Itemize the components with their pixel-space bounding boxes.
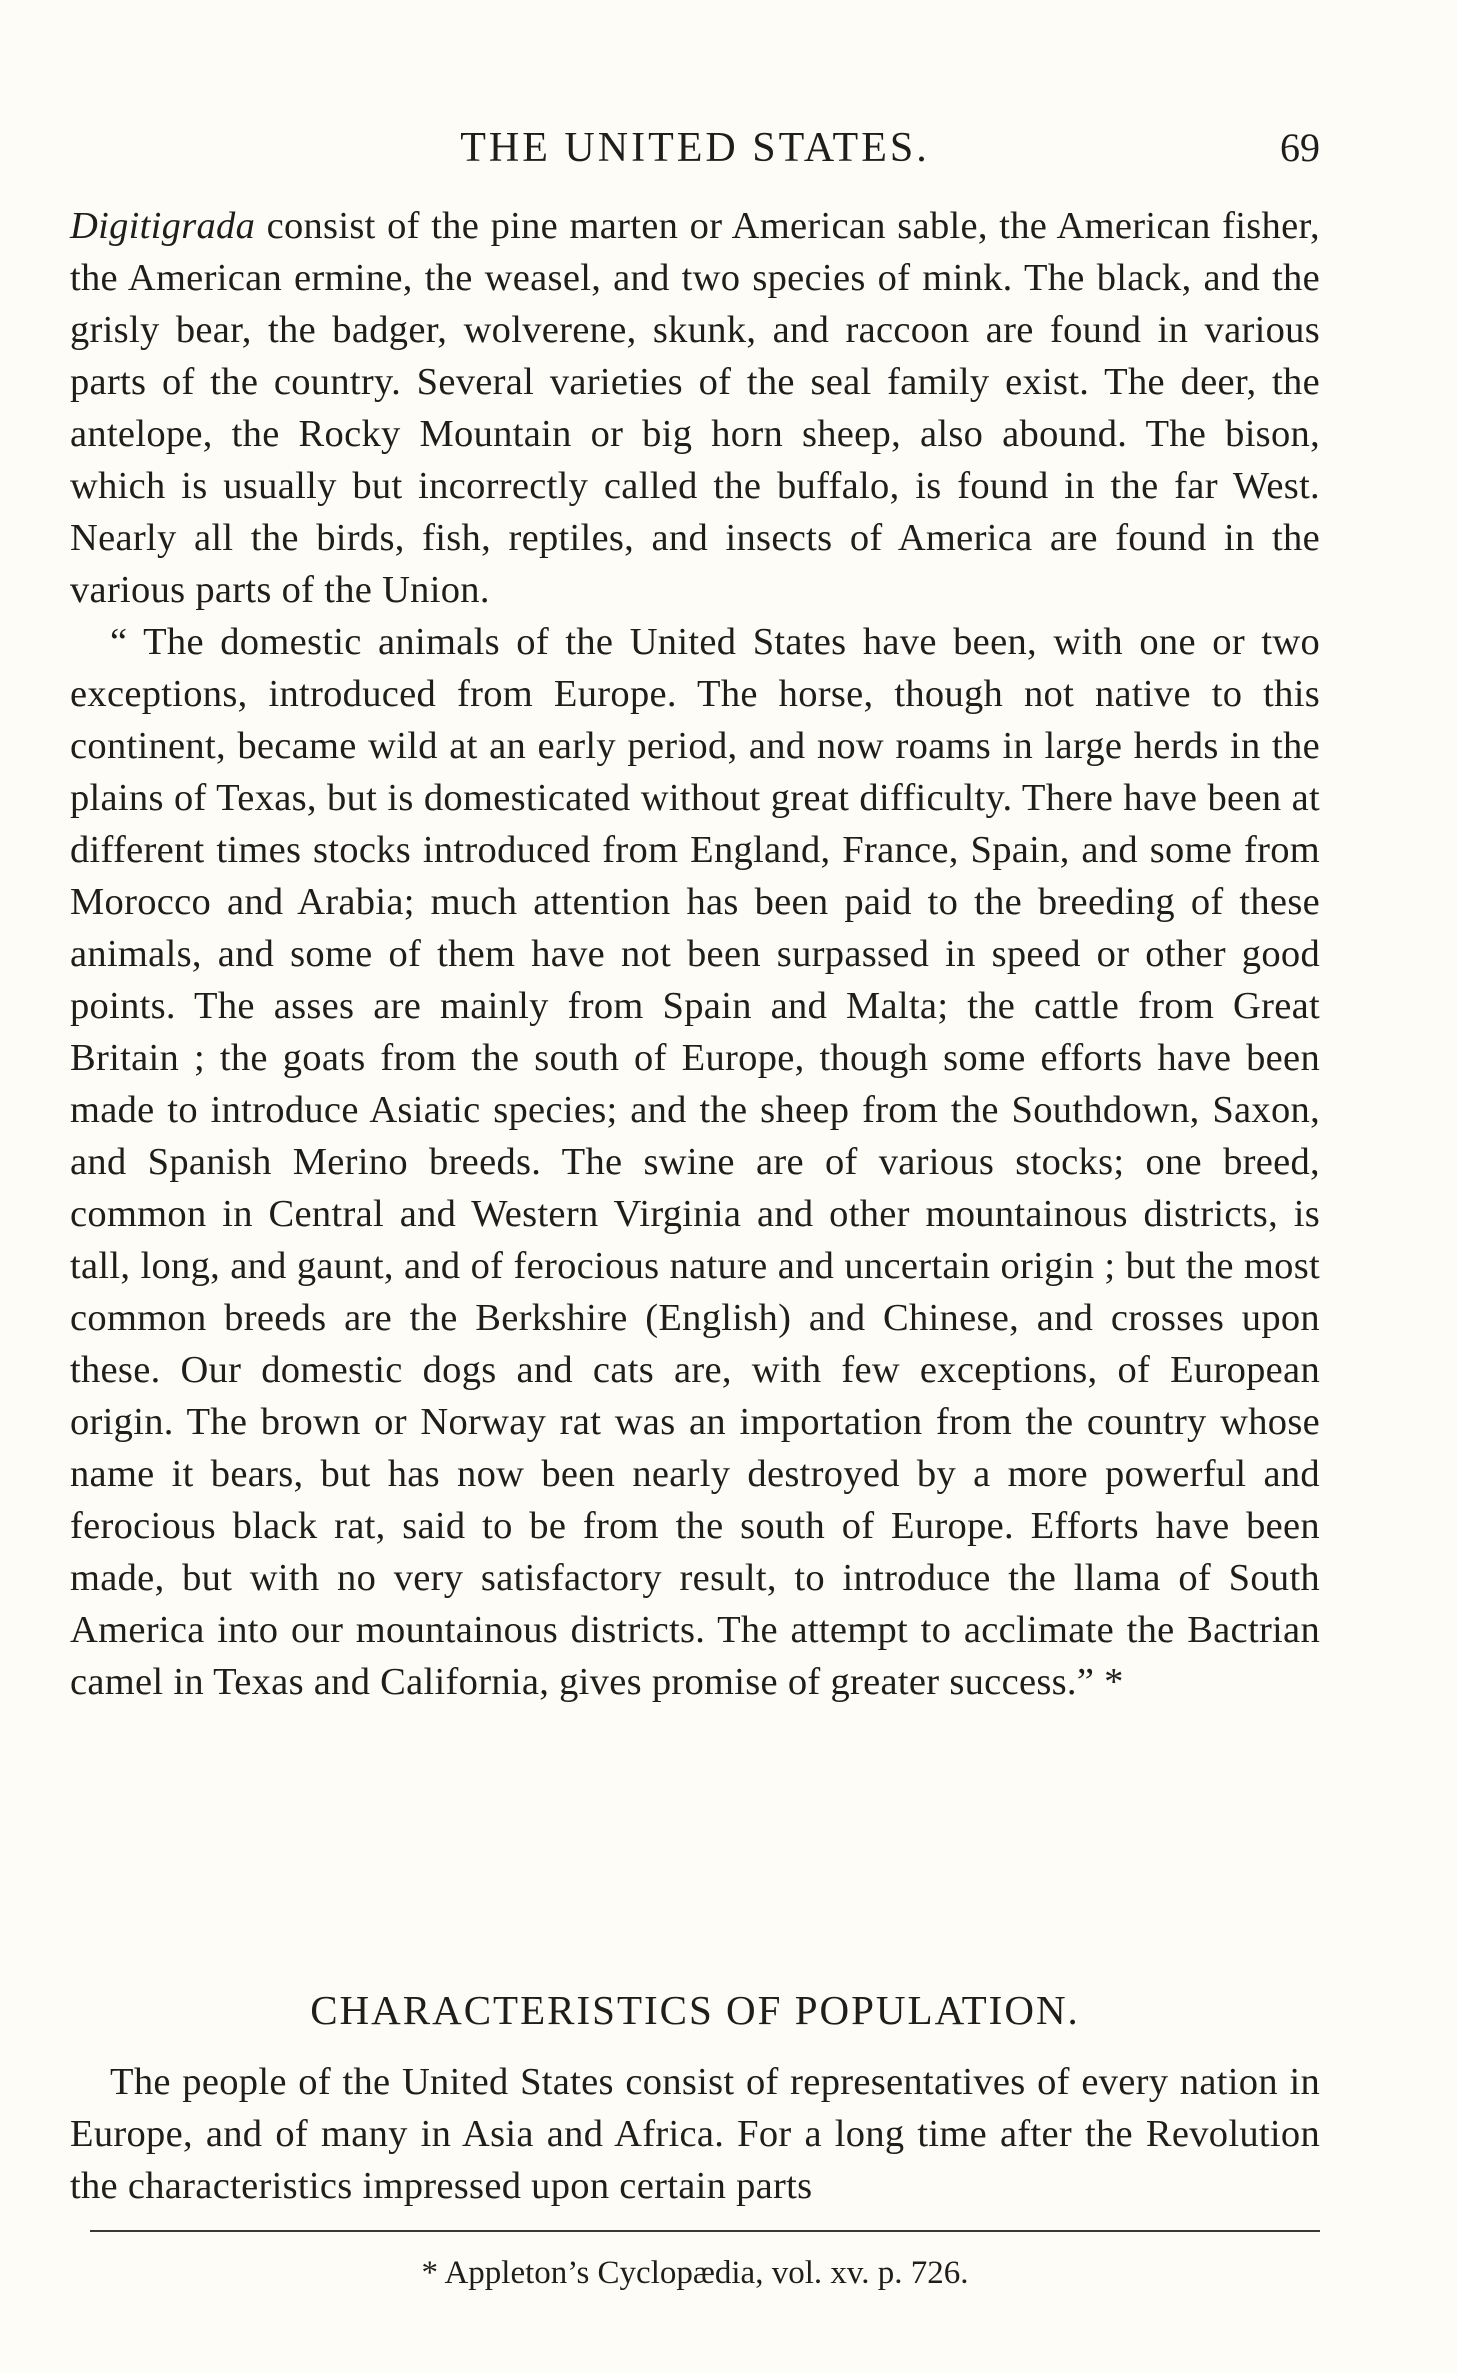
paragraph-population: The people of the United States consist of representatives of every nation in Europe, and of many in Asia and Africa. For a long time after the Revolution the characteristics impressed upon certain parts: [70, 2061, 1320, 2207]
term-digitigrada: Digitigrada: [70, 205, 256, 247]
running-head: [70, 118, 1320, 178]
running-title: THE UNITED STATES.: [460, 125, 930, 171]
section-heading: CHARACTERISTICS OF POPULATION.: [310, 1987, 1080, 2033]
paragraph-fauna-text: consist of the pine marten or American sable, the American fisher, the American ermine, the weasel, and two species of mink. The black, and the grisly bear, the badger, wolverene, skunk, and raccoon are found in various parts of the country. Several varieties of the seal family exist. The deer, the antelope, the Rocky Mountain or big horn sheep, also abound. The bison, which is usually but incorrectly called the buffalo, is found in the far West. Nearly all the birds, fish, reptiles, and insects of America are found in the various parts of the Union.: [70, 205, 1320, 611]
paragraph-fauna: [70, 200, 1320, 616]
paragraph-domestic-animals: “ The domestic animals of the United States have been, with one or two exceptions, introduced from Europe. The horse, though not native to this continent, became wild at an early period, and now roams in large herds in the plains of Texas, but is domesticated without great difficulty. There have been at different times stocks introduced from England, France, Spain, and some from Morocco and Arabia; much attention has been paid to the breeding of these animals, and some of them have not been surpassed in speed or other good points. The asses are mainly from Spain and Malta; the cattle from Great Britain ; the goats from the south of Europe, though some efforts have been made to introduce Asiatic species; and the sheep from the Southdown, Saxon, and Spanish Merino breeds. The swine are of various stocks; one breed, common in Central and Western Virginia and other mountainous districts, is tall, long, and gaunt, and of ferocious nature and uncertain origin ; but the most common breeds are the Berkshire (English) and Chinese, and crosses upon these. Our domestic dogs and cats are, with few exceptions, of European origin. The brown or Norway rat was an importation from the country whose name it bears, but has now been nearly destroyed by a more powerful and ferocious black rat, said to be from the south of Europe. Efforts have been made, but with no very satisfactory result, to introduce the llama of South America into our mountainous districts. The attempt to acclimate the Bactrian camel in Texas and California, gives promise of greater success.” *: [70, 621, 1320, 1703]
page-number: 69: [1280, 125, 1320, 170]
body-text: [70, 200, 1320, 1708]
footnote: * Appleton’s Cyclopædia, vol. xv. p. 726.: [421, 2255, 969, 2291]
footnote-divider: [90, 2230, 1320, 2232]
